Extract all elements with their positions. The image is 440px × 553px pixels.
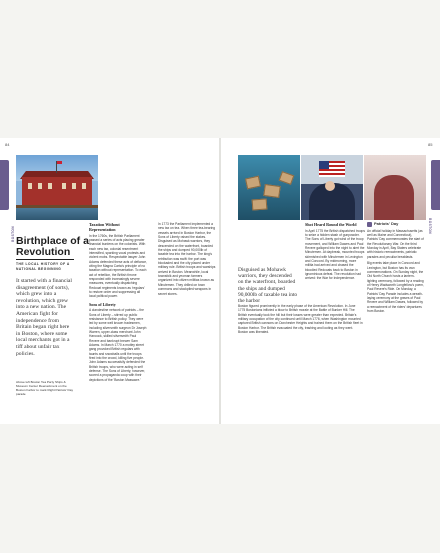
photo-water xyxy=(16,208,98,220)
sidebar-paragraph: An official holiday in Massachusetts (as well as Maine and Connecticut), Patriots' Day commemorates the start of the Revolutionary War. On the third Monday in April, Bay Staters celebrate with historic reenactments, patriotic parades and peculiar breakfasts. xyxy=(367,228,424,259)
paragraph: In April 1775 the British dispatched troops to seize a hidden stash of gunpowder. The Sons of Liberty got wind of the troop movement, and William Dawes and Paul Revere galloped into the night to alert the Minutemen. At daybreak, mounted troops skirmished with Minutemen in Lexington and Concord. By midmorning, more militia had arrived and chased the bloodied Redcoats back to Boston in ignominious defeat. The revolution had arrived: the War for Independence. xyxy=(305,228,365,281)
section-tab-left[interactable] xyxy=(0,160,9,210)
tea-crates-photo xyxy=(238,155,300,220)
photo-building xyxy=(22,177,92,205)
text-column-3-lower xyxy=(238,304,363,337)
section-tab-right[interactable] xyxy=(431,160,440,210)
photo-window xyxy=(28,183,32,189)
photo-window xyxy=(48,183,52,189)
vertical-section-label-left: BOSTON xyxy=(11,226,15,242)
photo-flag-canton xyxy=(319,161,329,169)
page-number-left: 84 xyxy=(5,142,10,147)
text-column-1 xyxy=(89,222,147,384)
paragraph: Boston figured prominently in the early phase of the American Revolution. In June 1775 Bostonians inflicted a blow to British morale at the Battle of Bunker Hill. The British eventually took the hill but their losses were greater than expected. Britain's military occupation of the city continued until March 1776, when Washington mounted captured British cannons on Dorchester Heights and trained them on the British fleet in Boston Harbor. The British evacuated the city, trashing and looting as they went. Boston was liberated. xyxy=(238,304,363,335)
article-subtitle: THE LOCAL HISTORY OF A NATIONAL BEGINNING xyxy=(16,262,70,271)
tea-party-museum-photo xyxy=(16,155,98,220)
article-title: Birthplace of a Revolution xyxy=(16,235,89,258)
heading-sons-of-liberty: Sons of Liberty xyxy=(89,301,116,307)
page-number-right: 85 xyxy=(428,142,433,147)
photo-spectators xyxy=(374,175,414,220)
calendar-icon xyxy=(367,222,372,227)
heading-shot-heard: Shot Heard Round the World xyxy=(305,222,357,227)
sidebar-paragraph: Big events take place in Concord and Lexington, but Boston has its own commemorations. On Sunday night, the Old North Church hosts a lantern-lighting ceremony, followed by a reading of Henry Wadsworth Longfellow's poem, Paul Revere's Ride. On Monday, a Patriots' Day Parade includes a wreath-laying ceremony at the graves of Paul Revere and William Dawes, followed by a reenactment of the riders' departures from Boston. xyxy=(367,261,424,314)
paragraph: A clandestine network of patriots – the Sons of Liberty – stirred up public resistance to British policy. They were led by some well known tradesmen, including silversmith surgeon Dr Joseph Warren, upper-class merchant John Hancock, skilled silversmith Paul Revere and bankrupt brewer Sam Adams. In March 1770 a motley street gang provoked British regulars with taunts and snowballs until the troops fired into the crowd, killing five people. John Adams successfully defended the British troops, who were acting in self defense. The Sons of Liberty, however, scored a propaganda coup with their depictions of the 'Boston Massacre.' xyxy=(89,308,147,382)
photo-window xyxy=(82,183,86,189)
pull-quote: Disguised as Mohawk warriors, they descended on the waterfront, boarded the ships and dumped 90,000lb of taxable tea into the harbor xyxy=(238,267,298,305)
article-intro: It started with a financial disagreement (of sorts), which grew into a revolution, which grew into a new nation. The American fight for independence from Britain began right here in Boston, where some local merchants got in a tiff about unfair tax policies. xyxy=(16,278,72,357)
parade-spectators-photo xyxy=(364,155,426,220)
tea-crate xyxy=(263,184,281,198)
paragraph: In the 1760s, the British Parliament passed a series of acts placing greater financial burdens on the colonists. With each new tax, colonial resentment intensified, sparking vocal protests and violent mobs. Respectable lawyer John Adams defended these acts of defiance, citing the Magna Carta's principle of no taxation without representation. To each act of rebellion, the British throne responded with increasingly severe measures, eventually dispatching Redcoat regiments known as 'regulars' to restore order and suppressing all local political power. xyxy=(89,233,147,299)
tea-crate xyxy=(252,198,268,210)
photo-face xyxy=(325,181,335,191)
photo-window xyxy=(72,183,76,189)
photo-window xyxy=(38,183,42,189)
heading-taxation: Taxation Without Representation xyxy=(89,222,120,232)
photo-caption: Above left Boston Tea Party Ships & Museum Center Reenactment on the Boston harbor to mark Right Patriots' Day parade xyxy=(16,380,73,397)
patriots-parade-photo xyxy=(301,155,363,220)
patriots-day-sidebar xyxy=(367,222,424,313)
photo-window xyxy=(62,183,66,189)
paragraph: In 1773 the Parliament implemented a new tax on tea. When three tea-bearing vessels arrived in Boston Harbor, the Sons of Liberty raised the stakes. Disguised as Mohawk warriors, they descended on the waterfront, boarded the ships and dumped 90,000lb of taxable tea into the harbor. The king's retribution was swift: the port was blockaded and the city placed under military rule. British troops and warships arrived in Boston. Meanwhile, local townsfolk and yeoman farmers organized into citizen militias known as Minutemen. They drilled on town commons and stockpiled weapons in secret stores. xyxy=(158,222,216,296)
title-rule xyxy=(16,259,74,260)
text-column-4 xyxy=(305,222,365,283)
photo-flag xyxy=(57,161,62,164)
vertical-section-label-right: BOSTON xyxy=(428,218,432,234)
sidebar-title-row xyxy=(367,222,424,227)
sidebar-title: Patriots' Day xyxy=(374,221,399,227)
text-column-2 xyxy=(158,222,216,298)
